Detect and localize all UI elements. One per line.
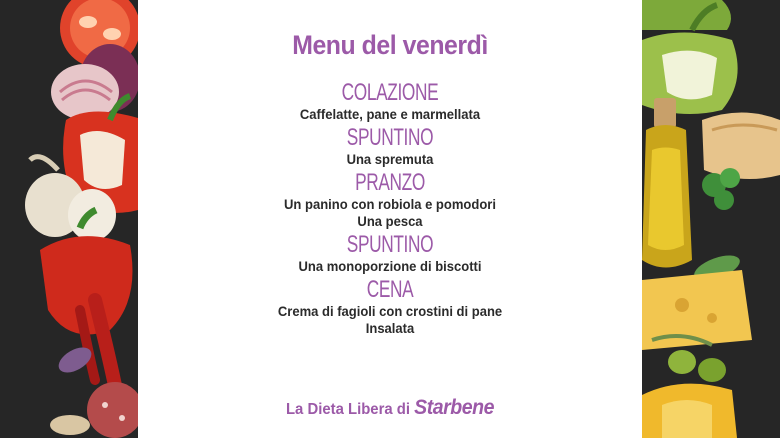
right-vegetable-illustration [642,0,780,438]
meal-item: Una spremuta [346,151,434,167]
footer-credit [156,396,625,420]
meal-heading: COLAZIONE [341,79,439,106]
meal-list [138,80,642,337]
left-vegetable-illustration [0,0,138,438]
menu-panel [138,0,642,438]
meal-item: Una monoporzione di biscotti [298,258,482,274]
meal-item: Un panino con robiola e pomodori [284,196,496,212]
meal-heading: CENA [366,276,414,303]
meal-heading: SPUNTINO [346,231,434,258]
meal-item: Una pesca [357,213,423,229]
brand-logo: Starbene [414,396,495,419]
meal-section-spuntino-morning [138,125,642,168]
footer-prefix: La Dieta Libera di [285,401,411,418]
meal-section-pranzo [138,170,642,230]
meal-section-spuntino-afternoon [138,232,642,275]
meal-item: Insalata [365,320,415,336]
meal-item: Crema di fagioli con crostini di pane [277,303,503,319]
meal-section-colazione [138,80,642,123]
meal-section-cena [138,277,642,337]
meal-heading: PRANZO [355,169,425,196]
meal-item: Caffelatte, pane e marmellata [299,106,481,122]
page-title: Menu del venerdì [292,30,488,60]
meal-heading: SPUNTINO [346,124,434,151]
